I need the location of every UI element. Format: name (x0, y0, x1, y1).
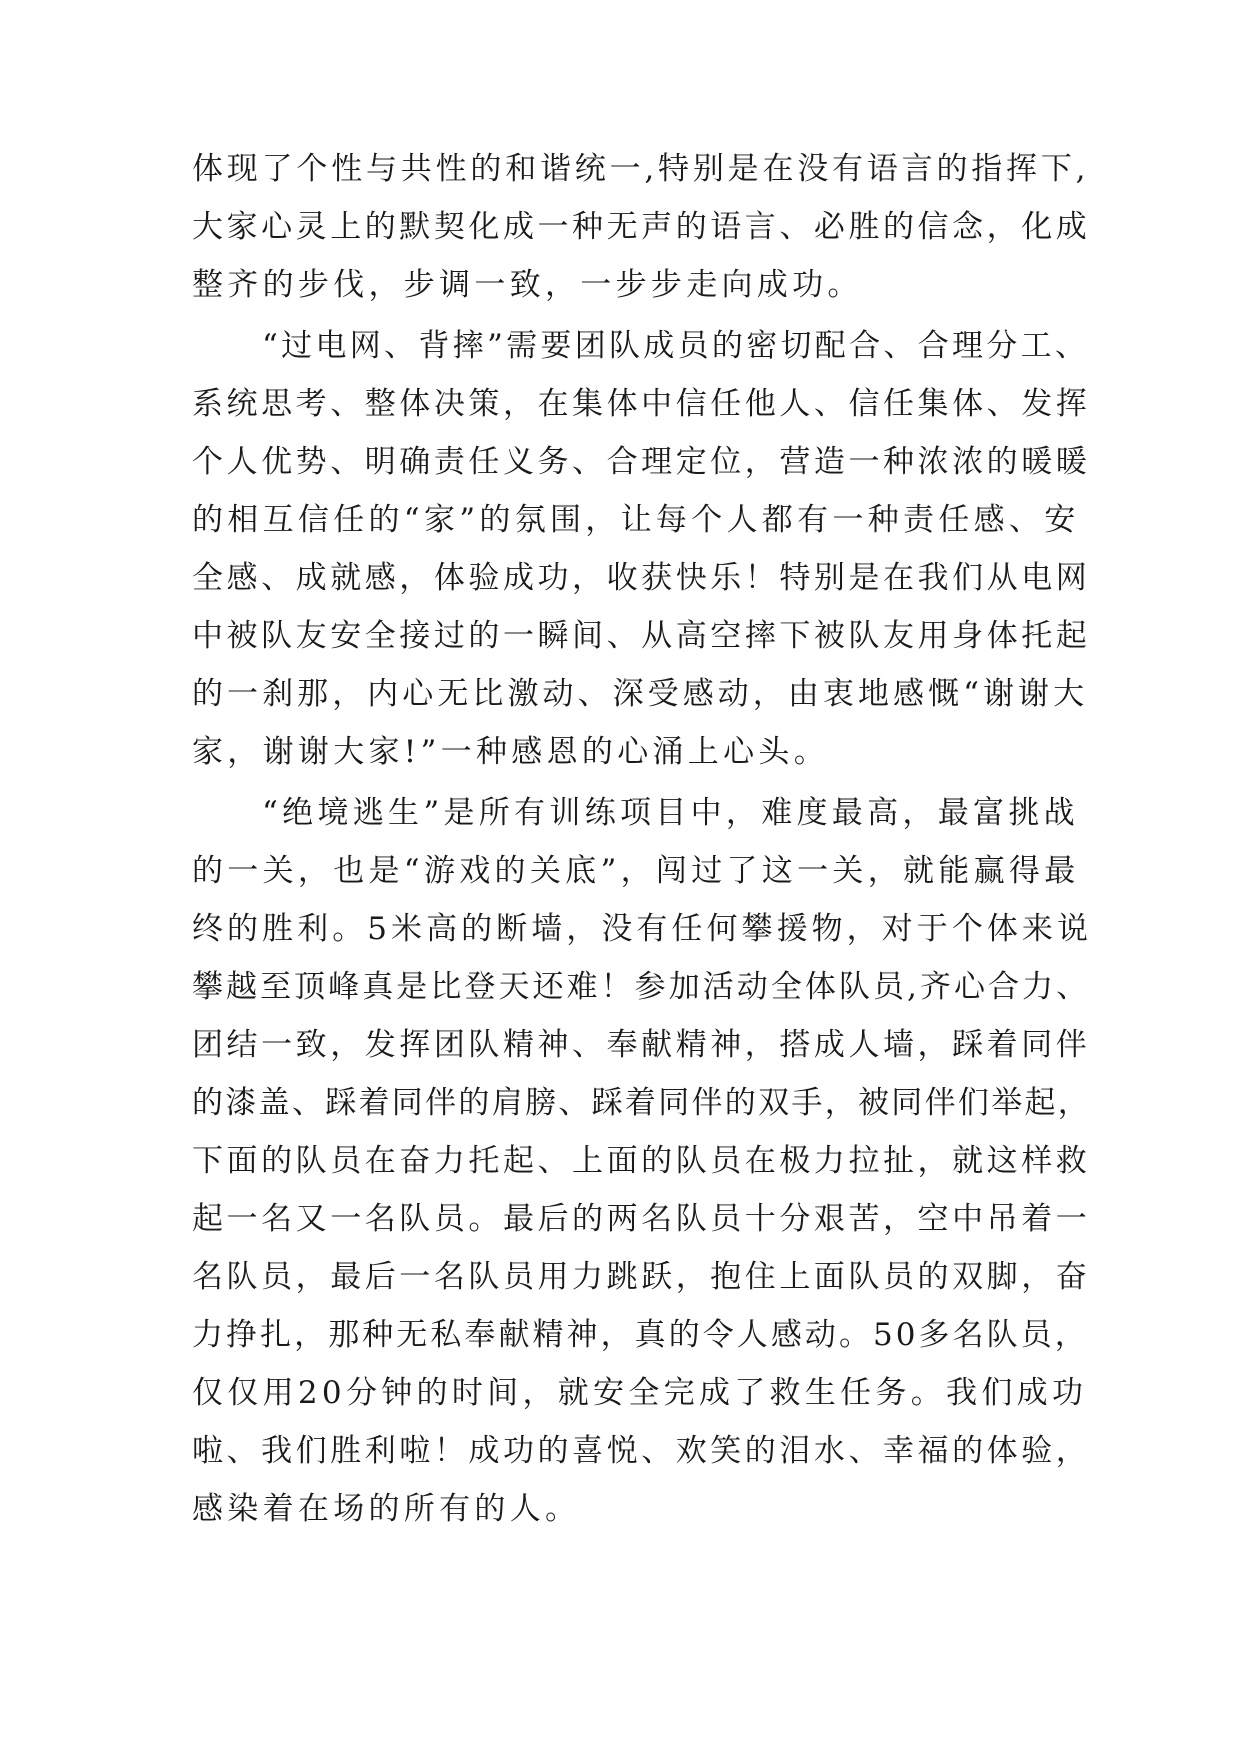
text-line: 个人优势、明确责任义务、合理定位，营造一种浓浓的暖暖 (192, 444, 1091, 480)
text-line: 力挣扎，那种无私奉献精神，真的令人感动。50多名队员， (192, 1317, 1089, 1353)
text-line: 终的胜利。5米高的断墙，没有任何攀援物，对于个体来说 (192, 911, 1093, 947)
text-line: 的一关，也是“游戏的关底”，闯过了这一关，就能赢得最 (192, 853, 1080, 889)
text-line: 大家心灵上的默契化成一种无声的语言、必胜的信念，化成 (192, 209, 1091, 245)
paragraph-first-line: “绝境逃生”是所有训练项目中，难度最高，最富挑战 (262, 795, 1079, 831)
paragraph-first-line: “过电网、背摔”需要团队成员的密切配合、合理分工、 (262, 328, 1090, 364)
text-line: 仅仅用20分钟的时间，就安全完成了救生任务。我们成功 (192, 1375, 1088, 1411)
text-line: 感染着在场的所有的人。 (192, 1491, 581, 1527)
text-line: 团结一致，发挥团队精神、奉献精神，搭成人墙，踩着同伴 (192, 1027, 1091, 1063)
text-line: 家，谢谢大家!”一种感恩的心涌上心头。 (192, 734, 830, 770)
text-line: 攀越至顶峰真是比登天还难！参加活动全体队员,齐心合力、 (192, 969, 1091, 1005)
text-line: 系统思考、整体决策，在集体中信任他人、信任集体、发挥 (192, 386, 1091, 422)
text-line: 起一名又一名队员。最后的两名队员十分艰苦，空中吊着一 (192, 1201, 1091, 1237)
text-line: 中被队友安全接过的一瞬间、从高空摔下被队友用身体托起 (192, 618, 1091, 654)
text-line: 啦、我们胜利啦！成功的喜悦、欢笑的泪水、幸福的体验， (192, 1433, 1091, 1469)
text-line: 体现了个性与共性的和谐统一,特别是在没有语言的指挥下, (192, 151, 1090, 187)
text-line: 名队员，最后一名队员用力跳跃，抱住上面队员的双脚，奋 (192, 1259, 1091, 1295)
text-line: 的相互信任的“家”的氛围，让每个人都有一种责任感、安 (192, 502, 1080, 538)
text-line: 下面的队员在奋力托起、上面的队员在极力拉扯，就这样救 (192, 1143, 1091, 1179)
text-line: 全感、成就感，体验成功，收获快乐！特别是在我们从电网 (192, 560, 1091, 596)
text-line: 整齐的步伐，步调一致，一步步走向成功。 (192, 267, 863, 303)
text-line: 的漆盖、踩着同伴的肩膀、踩着同伴的双手，被同伴们举起， (192, 1085, 1092, 1121)
text-line: 的一刹那，内心无比激动、深受感动，由衷地感慨“谢谢大 (192, 676, 1089, 712)
